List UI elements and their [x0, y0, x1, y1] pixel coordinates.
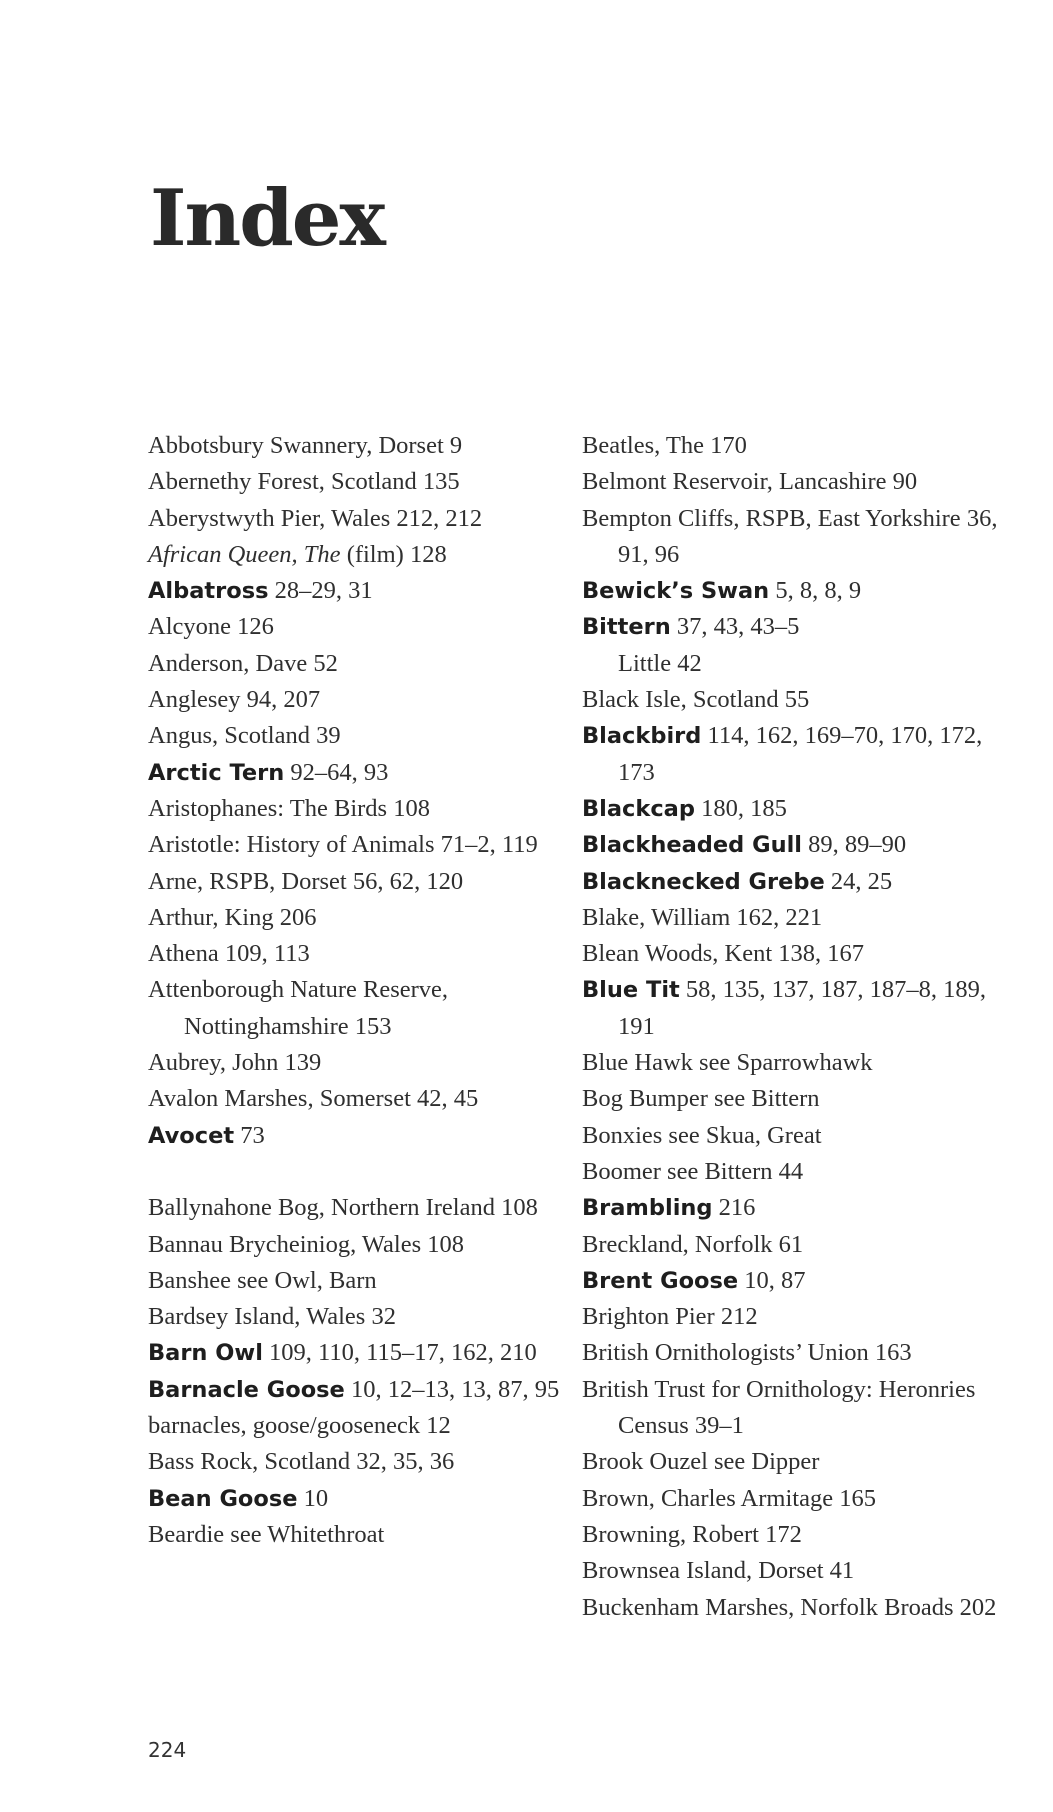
index-entry-pages: 41 — [823, 1557, 855, 1585]
index-entry-heading: Brownsea Island, Dorset — [582, 1557, 824, 1585]
index-entry — [148, 428, 578, 464]
index-entry-pages: 10 — [297, 1484, 329, 1512]
index-entry-pages: 172 — [758, 1520, 802, 1548]
index-entry-heading: Arctic Tern — [148, 759, 285, 786]
index-entry-pages: 165 — [833, 1484, 876, 1512]
index-entry-pages: 170 — [704, 432, 747, 459]
index-entry — [582, 1227, 1022, 1263]
index-entry-pages: 42 — [671, 649, 702, 677]
index-entry-heading: Boomer see Bittern — [582, 1157, 773, 1185]
index-entry — [148, 864, 578, 900]
index-entry-heading: Beardie see Whitethroat — [148, 1520, 385, 1548]
index-entry-heading: Aberystwyth Pier, Wales — [148, 504, 391, 532]
index-entry-heading: Aubrey, John — [148, 1049, 279, 1077]
index-entry — [582, 1190, 1022, 1226]
index-entry — [148, 1299, 578, 1335]
index-entry-pages: 37, 43, 43–5 — [670, 613, 800, 641]
index-entry — [582, 972, 1022, 1045]
index-entry-heading: Avalon Marshes, Somerset — [148, 1085, 411, 1113]
index-entry-heading: Blackbird — [582, 723, 702, 750]
index-entry-heading: Bardsey Island, Wales — [148, 1303, 366, 1331]
index-entry-heading: Brent Goose — [582, 1267, 739, 1294]
index-entry — [148, 1444, 578, 1480]
index-entry-pages: 92–64, 93 — [284, 758, 389, 786]
index-entry-heading: Anglesey — [148, 686, 241, 714]
index-entry-heading: barnacles, goose/gooseneck — [148, 1412, 421, 1440]
index-entry-pages: 216 — [712, 1194, 756, 1222]
index-entry-pages: 109, 113 — [218, 940, 310, 968]
index-entry-heading: Blue Hawk see Sparrowhawk — [582, 1049, 873, 1077]
index-entry-pages: 153 — [348, 1012, 392, 1040]
index-entry-heading: Ballynahone Bog, Northern Ireland — [148, 1194, 495, 1222]
index-entry-heading: Banshee see Owl, Barn — [148, 1266, 377, 1294]
index-entry — [148, 464, 578, 500]
index-entry — [582, 464, 1022, 500]
index-entry-pages: 73 — [234, 1121, 265, 1149]
index-entry-pages: (film) 128 — [340, 540, 447, 568]
index-entry-heading: British Trust for Ornithology: Heronries Census — [582, 1375, 976, 1440]
index-entry — [148, 827, 578, 863]
index-entry — [582, 1590, 1022, 1626]
index-entry-heading: Arne, RSPB, Dorset — [148, 867, 347, 895]
index-entry-heading: Blackcap — [582, 795, 695, 822]
index-entry-pages: 139 — [278, 1049, 322, 1077]
index-entry — [582, 573, 1022, 609]
index-entry — [582, 1081, 1022, 1117]
index-entry-heading: Belmont Reservoir, Lancashire — [582, 468, 887, 496]
index-entry — [582, 682, 1022, 718]
index-entry-heading: Bass Rock, Scotland — [148, 1448, 351, 1476]
index-entry-heading: Aristotle: History of Animals — [148, 831, 435, 859]
index-entry-pages: 9 — [443, 432, 463, 459]
index-entry-pages: 114, 162, 169–70, 170, 172, 173 — [618, 722, 983, 786]
page-number: 224 — [148, 1738, 187, 1762]
index-entry-heading: Beatles, The — [582, 432, 705, 459]
index-entry-pages: 44 — [772, 1157, 804, 1185]
index-entry-heading: Blake, William — [582, 903, 731, 931]
index-entry-heading: Avocet — [148, 1122, 235, 1149]
index-entry-pages: 94, 207 — [240, 686, 321, 714]
index-entry-heading: Blean Woods, Kent — [582, 940, 773, 968]
page-title: Index — [150, 173, 384, 264]
index-entry — [582, 646, 1022, 682]
index-entry — [148, 682, 578, 718]
index-entry-pages: 10, 87 — [738, 1266, 806, 1294]
index-entry — [148, 1408, 578, 1444]
index-entry — [148, 718, 578, 754]
index-entry — [582, 1553, 1022, 1589]
index-entry — [582, 827, 1022, 863]
index-entry-heading: Breckland, Norfolk — [582, 1230, 773, 1258]
index-entry — [582, 1372, 1022, 1445]
index-entry-pages: 28–29, 31 — [268, 577, 373, 605]
index-entry-pages: 206 — [273, 903, 317, 931]
index-entry-heading: Black Isle, Scotland — [582, 686, 779, 714]
index-entry — [148, 936, 578, 972]
index-entry-heading: Attenborough Nature Reserve, Nottinghamshire — [148, 976, 449, 1040]
index-entry-pages: 5, 8, 8, 9 — [769, 577, 862, 605]
index-entry-heading: Arthur, King — [148, 903, 274, 931]
index-entry-pages: 109, 110, 115–17, 162, 210 — [262, 1339, 537, 1367]
index-entry-pages: 138, 167 — [772, 940, 865, 968]
index-entry-heading: Angus, Scotland — [148, 722, 310, 750]
index-entry — [148, 1481, 578, 1517]
index-entry-pages: 162, 221 — [730, 903, 823, 931]
index-entry-heading: Blacknecked Grebe — [582, 868, 825, 895]
index-column-left — [148, 428, 578, 1553]
index-entry-pages: 42, 45 — [410, 1085, 479, 1113]
index-entry-heading: Bog Bumper see Bittern — [582, 1085, 820, 1113]
index-entry-heading: Bannau Brycheiniog, Wales — [148, 1230, 422, 1258]
index-entry-pages: 32 — [365, 1303, 396, 1331]
index-entry-pages: 89, 89–90 — [802, 831, 907, 859]
index-entry — [148, 573, 578, 609]
index-entry-pages: 55 — [778, 686, 810, 714]
index-entry — [148, 1517, 578, 1553]
index-entry — [582, 718, 1022, 791]
index-entry-heading: Little — [618, 649, 672, 677]
index-entry-heading: Aristophanes: The Birds — [148, 794, 388, 822]
index-entry — [582, 864, 1022, 900]
index-entry — [582, 428, 1022, 464]
index-entry — [582, 900, 1022, 936]
index-entry-pages: 39–1 — [688, 1412, 744, 1440]
index-entry-heading: Bewick’s Swan — [582, 578, 770, 605]
index-entry-pages: 36, 91, 96 — [618, 504, 998, 568]
index-entry — [148, 1335, 578, 1371]
index-entry — [148, 1045, 578, 1081]
index-entry-heading: Bean Goose — [148, 1485, 298, 1512]
index-entry-heading: Bittern — [582, 614, 671, 641]
index-entry-pages: 163 — [868, 1339, 912, 1367]
index-entry — [148, 1227, 578, 1263]
index-entry-pages: 202 — [953, 1593, 997, 1621]
index-entry-heading: Abbotsbury Swannery, Dorset — [148, 432, 444, 459]
index-entry — [148, 1190, 578, 1226]
index-entry — [582, 1045, 1022, 1081]
index-column-right — [582, 428, 1022, 1626]
index-entry — [148, 900, 578, 936]
index-entry — [582, 1444, 1022, 1480]
index-entry-pages: 90 — [886, 468, 918, 496]
index-entry — [148, 646, 578, 682]
index-entry-heading: Brook Ouzel see Dipper — [582, 1448, 820, 1476]
index-entry-pages: 212, 212 — [390, 504, 483, 532]
index-entry — [582, 1481, 1022, 1517]
index-entry-pages: 108 — [387, 794, 430, 822]
index-entry — [582, 1263, 1022, 1299]
index-entry — [148, 791, 578, 827]
index-entry — [148, 1263, 578, 1299]
index-entry-pages: 108 — [494, 1194, 538, 1222]
index-entry-pages: 180, 185 — [694, 794, 787, 822]
index-entry-heading: Athena — [148, 940, 219, 968]
index-entry — [148, 1118, 578, 1154]
index-entry — [148, 609, 578, 645]
index-entry-pages: 61 — [772, 1230, 804, 1258]
index-entry-heading: Brown, Charles Armitage — [582, 1484, 834, 1512]
index-entry-heading: Barn Owl — [148, 1340, 263, 1367]
index-entry — [148, 501, 578, 537]
index-entry-heading: Brighton Pier — [582, 1303, 715, 1331]
index-entry-pages: 32, 35, 36 — [350, 1448, 455, 1476]
index-entry — [582, 1118, 1022, 1154]
index-entry — [582, 1154, 1022, 1190]
index-entry — [582, 609, 1022, 645]
index-entry-heading: British Ornithologists’ Union — [582, 1339, 869, 1367]
index-entry-pages: 108 — [421, 1230, 465, 1258]
index-entry-heading: Brambling — [582, 1195, 713, 1222]
index-entry-pages: 135 — [416, 468, 460, 496]
index-entry-heading: Browning, Robert — [582, 1520, 759, 1548]
index-entry — [582, 936, 1022, 972]
letter-gap — [148, 1154, 578, 1190]
index-entry — [148, 972, 578, 1045]
index-entry-heading: Anderson, Dave — [148, 649, 308, 677]
index-entry-pages: 71–2, 119 — [434, 831, 538, 859]
index-entry-heading: Barnacle Goose — [148, 1376, 345, 1403]
index-entry-heading: Albatross — [148, 578, 269, 605]
index-entry — [148, 755, 578, 791]
index-entry-heading: Bonxies see Skua, Great — [582, 1121, 822, 1149]
index-entry-heading: African Queen, The — [148, 540, 341, 568]
index-entry-pages: 56, 62, 120 — [346, 867, 464, 895]
index-entry — [582, 1517, 1022, 1553]
index-entry-pages: 12 — [420, 1412, 451, 1440]
index-entry-heading: Buckenham Marshes, Norfolk Broads — [582, 1593, 954, 1621]
index-entry-pages: 10, 12–13, 13, 87, 95 — [344, 1375, 560, 1403]
index-entry-heading: Alcyone — [148, 613, 231, 641]
index-entry-pages: 212 — [714, 1303, 758, 1331]
index-entry-pages: 39 — [309, 722, 341, 750]
index-entry — [148, 1081, 578, 1117]
index-entry — [582, 791, 1022, 827]
index-entry-heading: Blackheaded Gull — [582, 832, 803, 859]
index-entry — [582, 501, 1022, 574]
index-entry-heading: Blue Tit — [582, 977, 680, 1004]
index-entry — [582, 1335, 1022, 1371]
index-entry — [148, 1372, 578, 1408]
index-entry-pages: 126 — [231, 613, 274, 641]
index-entry-pages: 52 — [307, 649, 338, 677]
index-entry-pages: 24, 25 — [824, 867, 893, 895]
index-entry-heading: Bempton Cliffs, RSPB, East Yorkshire — [582, 504, 961, 532]
index-entry-pages: 58, 135, 137, 187, 187–8, 189, 191 — [618, 976, 987, 1040]
index-entry — [582, 1299, 1022, 1335]
index-entry — [148, 537, 578, 573]
index-entry-heading: Abernethy Forest, Scotland — [148, 468, 417, 496]
